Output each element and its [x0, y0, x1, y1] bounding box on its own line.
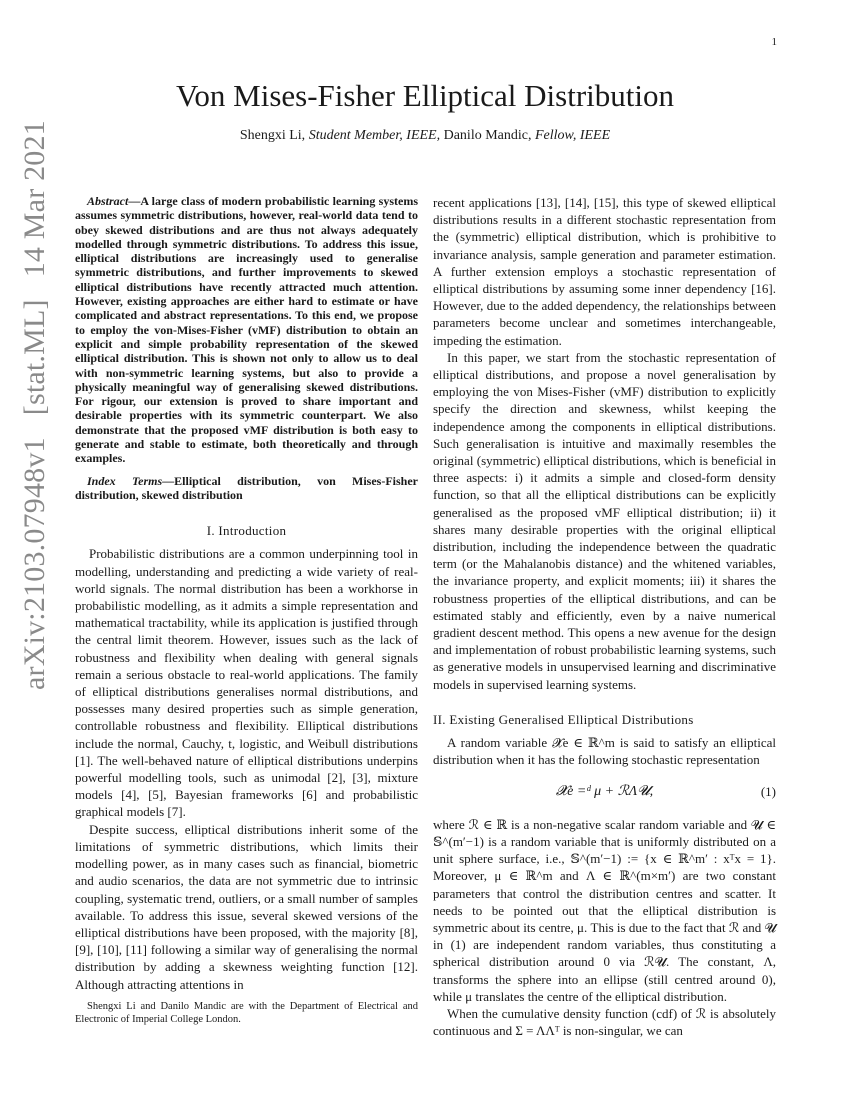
author-line: [0, 128, 850, 144]
equation-1-number: (1): [760, 783, 776, 799]
section-2-paragraph-2: where ℛ ∈ ℝ is a non-negative scalar random variable and 𝓤 ∈ 𝕊^(m′−1) is a random variable that is uniformly distributed on a unit sphere surface, i.e., 𝕊^(m′−1) := {x ∈ ℝ^m′ : xᵀx = 1}. Moreover, μ ∈ ℝ^m and Λ ∈ ℝ^(m×m′) are two constant parameters that control the distribution centres and scatter. It needs to be pointed out that the elliptical distribution is symmetric about its centre, μ. This is due to the fact that ℛ and 𝓤 in (1) are independent random variables, thus constituting a spherical distribution around 0 via ℛ𝓤. The constant, Λ, transforms the sphere into an ellipse (still centred around 0), while μ translates the centre of the elliptical distribution.: [433, 816, 776, 1004]
intro-paragraph-4: In this paper, we start from the stochastic representation of elliptical distributions, and propose a novel generalisation by employing the von Mises-Fisher (vMF) distribution to explicitly specify the direction and skewness, whilst keeping the independence among the components in elliptical distributions. Such generalisation is intuitive and maximally resembles the original (symmetric) elliptical distributions, which is beneficial in three aspects: i) it admits a simple and closed-form density function, so that all the elliptical distributions can be explicitly generalised as the proposed vMF elliptical distribution; ii) it shares many desirable properties with the original elliptical distribution, including the independence between the quadratic term (or the Mahalanobis distance) and the whitened variables, the invariance property, and explicit moments; iii) it shares the robustness properties of the elliptical distributions, and can be estimated stably and efficiently, even by a naive numerical gradient descent method. This opens a new avenue for the design and implementation of robust probabilistic learning systems, such as generative models in unsupervised learning and discriminative models in supervised learning systems.: [433, 349, 776, 692]
index-terms-text: —Elliptical distribution, von Mises-Fisher distribution, skewed distribution: [75, 473, 418, 502]
abstract-label: Abstract: [87, 194, 129, 208]
section-1-heading: I. Introduction: [206, 523, 287, 539]
index-terms: [75, 474, 418, 503]
author-2-name: Danilo Mandic,: [443, 128, 532, 143]
arxiv-date: 14 Mar 2021: [18, 120, 51, 278]
author-2-role: Fellow, IEEE: [534, 128, 611, 143]
section-2-paragraph-1: A random variable 𝓧e ∈ ℝ^m is said to satisfy an elliptical distribution when it has the following stochastic representation: [433, 735, 776, 768]
author-1-name: Shengxi Li,: [239, 128, 306, 143]
paper-title: Von Mises-Fisher Elliptical Distribution: [176, 78, 674, 113]
arxiv-id: arXiv:2103.07948v1: [18, 437, 51, 690]
footnote: Shengxi Li and Danilo Mandic are with the Department of Electrical and Electronic of Imperial College London.: [75, 1001, 418, 1025]
section-2-heading: II. Existing Generalised Elliptical Distributions: [433, 711, 694, 727]
equation-1-body: 𝓧e =ᵈ μ + ℛΛ𝓤,: [555, 783, 654, 799]
arxiv-category: [stat.ML]: [18, 299, 51, 416]
section-2-paragraph-3: When the cumulative density function (cdf) of ℛ is absolutely continuous and Σ = ΛΛᵀ is non-singular, we can: [433, 1005, 776, 1039]
arxiv-stamp: [18, 120, 58, 690]
intro-paragraph-1: Probabilistic distributions are a common underpinning tool in modelling, understanding and predicting a wide variety of real-world signals. The normal distribution has been a workhorse in probabilistic modelling, as it admits a simple representation and mathematical tractability, while its application is justified through the central limit theorem. However, issues such as the lack of robustness and flexibility when dealing with general signals remain a serious obstacle to real-world applications. The family of elliptical distributions generalises normal distributions, and possesses many desired properties such as simple generation, controllable robustness and flexibility. Elliptical distributions include the normal, Cauchy, t, logistic, and Weibull distributions [1]. The well-behaved nature of elliptical distributions underpins powerful modelling tools, such as unimodal [2], [3], mixture models [4], [5], Bayesian frameworks [6] and probabilistic graphical models [7].: [75, 546, 418, 820]
abstract-text: —A large class of modern probabilistic learning systems assumes symmetric distributions, however, real-world data tend to obey skewed distributions and are thus not always adequately modelled through symmetric distributions. To address this issue, elliptical distributions are increasingly used to generalise symmetric distributions, and further improvements to skewed elliptical distributions have recently attracted much attention. However, existing approaches are either hard to estimate or have complicated and abstract representations. To this end, we propose to employ the von-Mises-Fisher (vMF) distribution to obtain an explicit and simple probability representation of the skewed elliptical distribution. This is shown not only to allow us to deal with non-symmetric learning systems, but also to provide a physically meaningful way of generalising skewed distributions. For rigour, our extension is proved to share important and desirable properties with its symmetric counterpart. We also demonstrate that the proposed vMF distribution is both easy to generate and stable to estimate, both theoretically and through examples.: [75, 194, 418, 466]
author-1-role: Student Member, IEEE,: [308, 128, 441, 143]
equation-1: [433, 783, 776, 800]
abstract: [75, 194, 418, 466]
intro-paragraph-3: recent applications [13], [14], [15], this type of skewed elliptical distributions results in a different stochastic representation from the (symmetric) elliptical distribution, which is prohibitive to invariance analysis, sample generation and parameter estimation. A further extension employs a stochastic representation of elliptical distributions by assuming some inner dependency [16]. However, due to the added dependency, the relationships between parameters become unclear and sometimes interchangeable, impeding the estimation.: [433, 195, 776, 348]
index-terms-label: Index Terms: [87, 473, 163, 488]
page-number: 1: [771, 36, 777, 48]
left-column: [75, 194, 418, 993]
intro-paragraph-2: Despite success, elliptical distributions inherit some of the limitations of symmetric distributions, which limits their modelling power, as in many cases such as financial, biometric and audio scenarios, the data are not symmetric due to intrinsic coupling, systematic trend, outliers, or a small number of samples available. To address this issue, several skewed versions of the elliptical distributions have been proposed, with the majority [8], [9], [10], [11] following a similar way of generalising the normal distribution by adding a skewness weighting function [12]. Although attracting attentions in: [75, 821, 418, 992]
right-column: [433, 194, 776, 1039]
